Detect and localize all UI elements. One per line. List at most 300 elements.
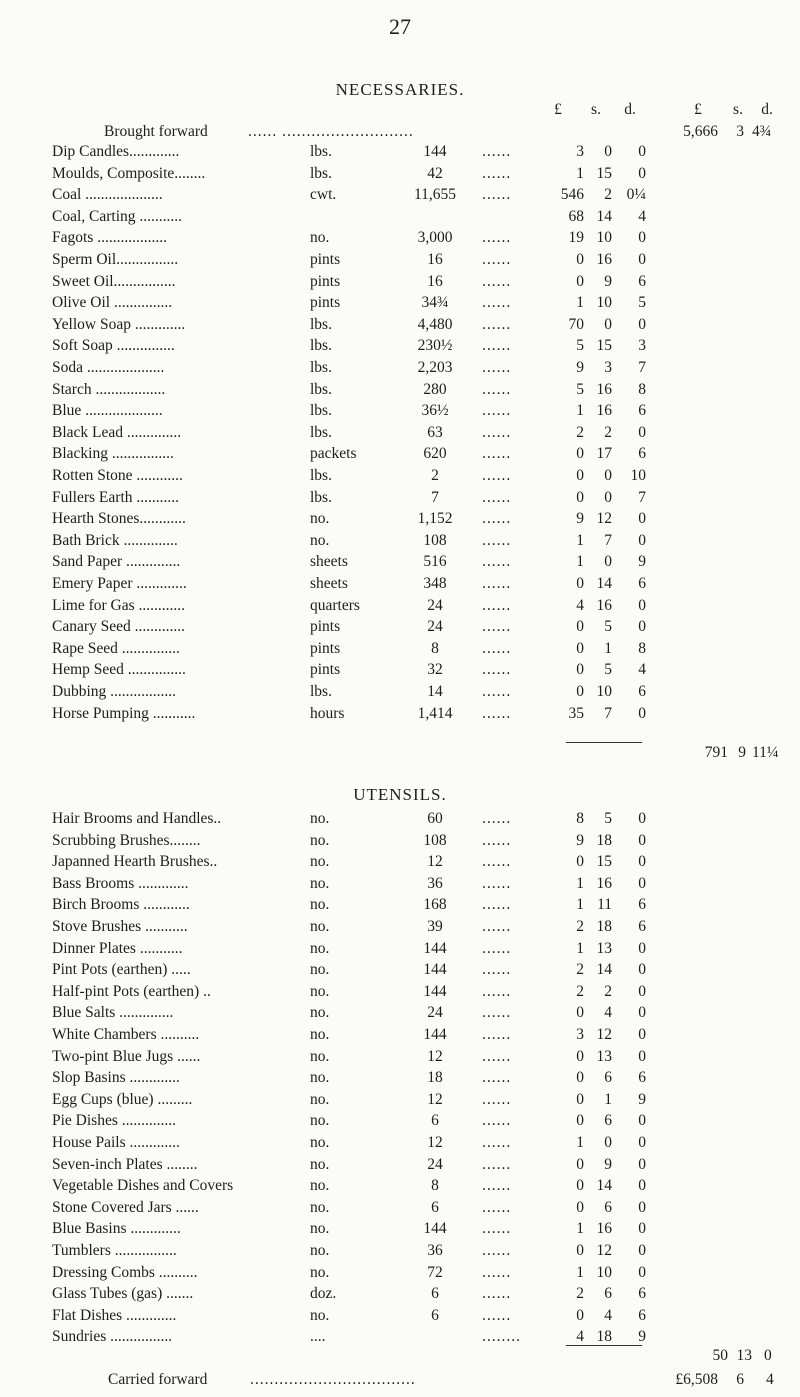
table-row [0, 940, 800, 962]
cell-d: 0 [638, 853, 646, 871]
cell-s: 7 [604, 531, 612, 549]
cell-item: Blue .................... [52, 402, 163, 420]
cell-d: 0 [638, 1242, 646, 1259]
table-row [0, 553, 800, 575]
table-row [0, 186, 800, 208]
table-row [0, 810, 800, 832]
cell-unit: no. [310, 1069, 330, 1087]
cell-unit: no. [310, 939, 330, 957]
cell-item: Bath Brick .............. [52, 531, 178, 549]
cell-l: 0 [576, 618, 584, 636]
cell-l: 1 [576, 1263, 584, 1281]
cell-l: 0 [576, 1198, 584, 1216]
cell-dots: ...... [482, 531, 512, 549]
cell-s: 0 [604, 467, 612, 484]
cell-unit: lbs. [310, 164, 332, 182]
cell-l: 0 [576, 1069, 584, 1087]
cell-d: 6 [638, 445, 646, 463]
table-row [0, 1199, 800, 1221]
cell-d: 7 [638, 488, 646, 506]
cell-item: Sand Paper .............. [52, 553, 181, 571]
cell-dots: ...... [482, 1198, 512, 1216]
cell-s: 10 [596, 1263, 612, 1281]
table-row [0, 597, 800, 619]
cell-qty: 24 [427, 1004, 443, 1022]
cell-dots: ...... [482, 639, 512, 657]
cell-qty: 2 [431, 467, 439, 484]
cell-l: 1 [576, 874, 584, 892]
cell-l: 0 [576, 467, 584, 484]
table-row [0, 424, 800, 446]
cell-unit: lbs. [310, 143, 332, 160]
cell-dots: ...... [482, 874, 512, 892]
cell-d: 0 [638, 1155, 646, 1173]
cell-l: 0 [576, 661, 584, 679]
cell-dots: ...... [482, 186, 512, 204]
cell-d: 0 [638, 1004, 646, 1022]
cell-dots: ...... [482, 488, 512, 506]
cell-unit: no. [310, 1026, 330, 1043]
cell-dots: ...... [482, 1263, 512, 1281]
col-header-shillings: s. [591, 101, 601, 118]
cell-l: 9 [576, 359, 584, 376]
cell-s: 0 [604, 315, 612, 333]
cell-item: Yellow Soap ............. [52, 315, 186, 333]
cell-qty: 39 [427, 918, 443, 935]
cell-d: 0 [638, 1198, 646, 1216]
cell-d: 0 [638, 982, 646, 1000]
cell-s: 16 [596, 1220, 612, 1238]
cell-dots: ...... [482, 596, 512, 614]
cell-d: 6 [638, 402, 646, 420]
cell-d: 0 [638, 229, 646, 247]
cell-item: Dressing Combs .......... [52, 1263, 198, 1281]
table-row [0, 661, 800, 683]
brought-forward-shillings: 3 [736, 123, 744, 140]
cell-l: 0 [576, 1177, 584, 1195]
cell-dots: ...... [482, 683, 512, 700]
cell-d: 9 [638, 1090, 646, 1108]
cell-d: 0 [638, 143, 646, 160]
table-row [0, 1048, 800, 1070]
carried-forward-dots: .................................. [250, 1371, 416, 1388]
cell-item: Stove Brushes ........... [52, 918, 188, 935]
cell-item: Coal .................... [52, 186, 163, 204]
cell-d: 7 [638, 359, 646, 376]
table-row [0, 532, 800, 554]
cell-item: Pint Pots (earthen) ..... [52, 961, 191, 979]
table-row [0, 1004, 800, 1026]
cell-dots: ...... [482, 294, 512, 312]
cell-s: 18 [596, 1328, 612, 1346]
cell-unit: no. [310, 531, 330, 549]
cell-d: 0 [638, 874, 646, 892]
cell-item: Fullers Earth ........... [52, 488, 179, 506]
cell-d: 6 [638, 918, 646, 935]
cell-dots: ...... [482, 445, 512, 463]
cell-item: Starch .................. [52, 380, 166, 398]
cell-l: 0 [576, 1242, 584, 1259]
cell-qty: 6 [431, 1198, 439, 1216]
cell-qty: 32 [427, 661, 443, 679]
cell-item: Rotten Stone ............ [52, 467, 183, 484]
table-row [0, 445, 800, 467]
cell-dots: ...... [482, 896, 512, 914]
cell-s: 14 [596, 575, 612, 592]
table-row [0, 1328, 800, 1350]
cell-s: 16 [596, 596, 612, 614]
cell-qty: 1,152 [417, 510, 453, 528]
table-row [0, 229, 800, 251]
cell-l: 546 [560, 186, 584, 204]
cell-d: 6 [638, 1306, 646, 1324]
cell-dots: ...... [482, 810, 512, 827]
cell-item: Black Lead .............. [52, 423, 182, 441]
table-row [0, 402, 800, 424]
cell-l: 9 [576, 831, 584, 849]
cell-unit: no. [310, 510, 330, 528]
cell-dots: ...... [482, 467, 512, 484]
table-row [0, 251, 800, 273]
cell-item: Blue Salts .............. [52, 1004, 174, 1022]
cell-l: 0 [576, 445, 584, 463]
cell-d: 0 [638, 423, 646, 441]
col-header-pence: d. [624, 101, 636, 118]
cell-qty: 230½ [417, 337, 453, 355]
brought-forward-label: Brought forward [104, 123, 208, 140]
table-row [0, 294, 800, 316]
cell-unit: pints [310, 294, 341, 312]
cell-s: 11 [597, 896, 612, 914]
cell-dots: ...... [482, 423, 512, 441]
cell-s: 6 [604, 1069, 612, 1087]
cell-dots: ...... [482, 1134, 512, 1151]
cell-item: Lime for Gas ............ [52, 596, 186, 614]
cell-dots: ...... [482, 1069, 512, 1087]
cell-unit: no. [310, 229, 330, 247]
cell-dots: ...... [482, 1306, 512, 1324]
cell-s: 6 [604, 1285, 612, 1303]
cell-s: 0 [604, 553, 612, 571]
cell-dots: ...... [482, 1155, 512, 1173]
table-row [0, 1112, 800, 1134]
cell-d: 0 [638, 961, 646, 979]
cell-qty: 12 [427, 1047, 443, 1065]
cell-qty: 144 [423, 1026, 447, 1043]
cell-dots: ...... [482, 961, 512, 979]
necessaries-total-pence: 11¼ [752, 744, 779, 761]
utensils-subtotal-rule [566, 1345, 642, 1346]
cell-dots: ...... [482, 1047, 512, 1065]
cell-l: 0 [576, 1306, 584, 1324]
cell-d: 4 [638, 661, 646, 679]
cell-dots: ...... [482, 164, 512, 182]
cell-s: 5 [604, 810, 612, 827]
cell-l: 1 [576, 939, 584, 957]
table-row [0, 1069, 800, 1091]
cell-qty: 36 [427, 1242, 443, 1259]
necessaries-total-pounds: 791 [704, 744, 728, 761]
cell-qty: 516 [423, 553, 447, 571]
cell-s: 2 [604, 423, 612, 441]
cell-qty: 168 [423, 896, 447, 914]
cell-qty: 3,000 [417, 229, 453, 247]
cell-dots: ...... [482, 918, 512, 935]
cell-unit: lbs. [310, 467, 332, 484]
cell-dots: ...... [482, 229, 512, 247]
cell-item: Glass Tubes (gas) ....... [52, 1285, 194, 1303]
cell-unit: no. [310, 1155, 330, 1173]
cell-l: 68 [568, 207, 584, 225]
cell-l: 0 [576, 575, 584, 592]
cell-unit: no. [310, 982, 330, 1000]
cell-qty: 12 [427, 853, 443, 871]
utensils-total-pounds: 50 [712, 1347, 728, 1364]
table-row [0, 316, 800, 338]
cell-qty: 6 [431, 1112, 439, 1130]
cell-qty: 60 [427, 810, 443, 827]
table-row [0, 1134, 800, 1156]
cell-qty: 620 [423, 445, 447, 463]
cell-qty: 34¾ [421, 294, 449, 312]
cell-d: 0 [638, 939, 646, 957]
cell-d: 0 [638, 510, 646, 528]
cell-item: Coal, Carting ........... [52, 207, 183, 225]
cell-item: Scrubbing Brushes........ [52, 831, 201, 849]
table-row [0, 853, 800, 875]
cell-dots: ...... [482, 939, 512, 957]
cell-unit: lbs. [310, 683, 332, 700]
cell-unit: no. [310, 1198, 330, 1216]
cell-l: 1 [576, 553, 584, 571]
cell-l: 1 [576, 164, 584, 182]
cell-s: 15 [596, 164, 612, 182]
cell-unit: cwt. [310, 186, 337, 204]
table-row [0, 1285, 800, 1307]
cell-s: 6 [604, 1198, 612, 1216]
section-heading-necessaries: NECESSARIES. [335, 80, 465, 99]
cell-s: 15 [596, 853, 612, 871]
table-row [0, 1177, 800, 1199]
cell-item: White Chambers .......... [52, 1026, 200, 1043]
cell-qty: 108 [423, 831, 447, 849]
cell-d: 0 [638, 1177, 646, 1195]
cell-d: 0 [638, 596, 646, 614]
cell-d: 6 [638, 1069, 646, 1087]
cell-d: 0 [638, 1026, 646, 1043]
cell-s: 2 [604, 186, 612, 204]
cell-item: Moulds, Composite........ [52, 164, 206, 182]
cell-s: 16 [596, 402, 612, 420]
brought-forward-dots: ...... ........................... [248, 123, 414, 140]
cell-dots: ...... [482, 704, 512, 722]
table-row [0, 273, 800, 295]
cell-dots: ...... [482, 661, 512, 679]
cell-d: 0 [638, 1134, 646, 1151]
cell-l: 0 [576, 272, 584, 290]
cell-unit: no. [310, 1004, 330, 1022]
cell-d: 0 [638, 831, 646, 849]
cell-qty: 12 [427, 1090, 443, 1108]
brought-forward-pence: 4¾ [752, 123, 772, 140]
cell-d: 0 [638, 1220, 646, 1238]
cell-l: 1 [576, 1134, 584, 1151]
cell-d: 0 [638, 704, 646, 722]
cell-qty: 8 [431, 639, 439, 657]
cell-qty: 2,203 [417, 359, 453, 376]
cell-item: Vegetable Dishes and Covers [52, 1177, 234, 1195]
cell-item: House Pails ............. [52, 1134, 180, 1151]
cell-d: 3 [638, 337, 646, 355]
cell-item: Olive Oil ............... [52, 294, 173, 312]
cell-unit: no. [310, 1134, 330, 1151]
table-row [0, 1264, 800, 1286]
cell-s: 18 [596, 918, 612, 935]
cell-d: 6 [638, 575, 646, 592]
cell-d: 0 [638, 531, 646, 549]
cell-l: 9 [576, 510, 584, 528]
cell-qty: 144 [423, 982, 447, 1000]
cell-item: Two-pint Blue Jugs ...... [52, 1047, 201, 1065]
cell-dots: ...... [482, 1004, 512, 1022]
cell-s: 14 [596, 207, 612, 225]
cell-unit: lbs. [310, 423, 332, 441]
cell-dots: ........ [482, 1328, 521, 1346]
cell-item: Hair Brooms and Handles.. [52, 810, 222, 827]
cell-l: 4 [576, 1328, 584, 1346]
cell-qty: 16 [427, 272, 443, 290]
table-row [0, 1242, 800, 1264]
cell-d: 9 [638, 1328, 646, 1346]
cell-d: 8 [638, 639, 646, 657]
cell-qty: 63 [427, 423, 443, 441]
cell-s: 0 [604, 1134, 612, 1151]
cell-l: 0 [576, 639, 584, 657]
cell-qty: 24 [427, 1155, 443, 1173]
cell-item: Half-pint Pots (earthen) .. [52, 982, 211, 1000]
cell-item: Tumblers ................ [52, 1242, 177, 1259]
cell-unit: quarters [310, 596, 360, 614]
cell-s: 16 [596, 874, 612, 892]
cell-item: Hearth Stones............ [52, 510, 186, 528]
cell-qty: 12 [427, 1134, 443, 1151]
cell-unit: no. [310, 896, 330, 914]
table-row [0, 143, 800, 165]
cell-item: Seven-inch Plates ........ [52, 1155, 198, 1173]
cell-d: 6 [638, 1285, 646, 1303]
cell-item: Slop Basins ............. [52, 1069, 180, 1087]
table-row [0, 381, 800, 403]
cell-item: Rape Seed ............... [52, 639, 180, 657]
cell-s: 7 [604, 704, 612, 722]
cell-qty: 42 [427, 164, 443, 182]
cell-qty: 72 [427, 1263, 443, 1281]
cell-l: 1 [576, 294, 584, 312]
cell-l: 0 [576, 853, 584, 871]
cell-item: Horse Pumping ........... [52, 704, 196, 722]
cell-qty: 6 [431, 1306, 439, 1324]
cell-qty: 18 [427, 1069, 443, 1087]
cell-s: 1 [604, 639, 612, 657]
cell-d: 0 [638, 1112, 646, 1130]
cell-d: 0 [638, 1047, 646, 1065]
cell-s: 12 [596, 1242, 612, 1259]
cell-item: Emery Paper ............. [52, 575, 187, 592]
table-row [0, 983, 800, 1005]
cell-s: 4 [604, 1004, 612, 1022]
table-row [0, 510, 800, 532]
cell-s: 16 [596, 380, 612, 398]
cell-l: 2 [576, 1285, 584, 1303]
cell-item: Sweet Oil................ [52, 272, 176, 290]
cell-l: 0 [576, 251, 584, 268]
cell-d: 0 [638, 618, 646, 636]
cell-dots: ...... [482, 510, 512, 528]
cell-l: 3 [576, 143, 584, 160]
cell-dots: ...... [482, 618, 512, 636]
cell-l: 5 [576, 337, 584, 355]
table-row [0, 208, 800, 230]
cell-dots: ...... [482, 553, 512, 571]
cell-s: 12 [596, 510, 612, 528]
cell-unit: no. [310, 1263, 330, 1281]
cell-l: 1 [576, 531, 584, 549]
cell-qty: 144 [423, 961, 447, 979]
cell-d: 6 [638, 683, 646, 700]
cell-d: 6 [638, 896, 646, 914]
cell-dots: ...... [482, 143, 512, 160]
cell-l: 0 [576, 1090, 584, 1108]
cell-l: 19 [568, 229, 584, 247]
cell-s: 5 [604, 618, 612, 636]
cell-qty: 36 [427, 874, 443, 892]
cell-dots: ...... [482, 402, 512, 420]
table-row [0, 467, 800, 489]
cell-item: Blacking ................ [52, 445, 174, 463]
cell-unit: no. [310, 1047, 330, 1065]
cell-unit: pints [310, 661, 341, 679]
table-row [0, 896, 800, 918]
cell-unit: no. [310, 1306, 330, 1324]
cell-s: 10 [596, 683, 612, 700]
cell-unit: .... [310, 1328, 326, 1346]
cell-item: Dubbing ................. [52, 683, 176, 700]
table-row [0, 1220, 800, 1242]
cell-dots: ...... [482, 831, 512, 849]
col-header-pounds-total: £ [694, 101, 702, 118]
cell-unit: lbs. [310, 402, 332, 420]
cell-l: 2 [576, 982, 584, 1000]
cell-qty: 11,655 [413, 186, 457, 204]
cell-unit: lbs. [310, 359, 332, 376]
cell-unit: no. [310, 918, 330, 935]
table-row [0, 575, 800, 597]
cell-item: Soda .................... [52, 359, 165, 376]
cell-qty: 1,414 [417, 704, 453, 722]
cell-qty: 280 [423, 380, 447, 398]
carried-forward-pounds: £6,508 [675, 1371, 718, 1388]
cell-s: 6 [604, 1112, 612, 1130]
cell-s: 10 [596, 229, 612, 247]
cell-item: Dinner Plates ........... [52, 939, 183, 957]
cell-l: 0 [576, 1112, 584, 1130]
cell-qty: 108 [423, 531, 447, 549]
cell-unit: no. [310, 874, 330, 892]
cell-item: Soft Soap ............... [52, 337, 175, 355]
cell-l: 0 [576, 683, 584, 700]
carried-forward-shillings: 6 [736, 1371, 744, 1388]
cell-unit: lbs. [310, 315, 332, 333]
